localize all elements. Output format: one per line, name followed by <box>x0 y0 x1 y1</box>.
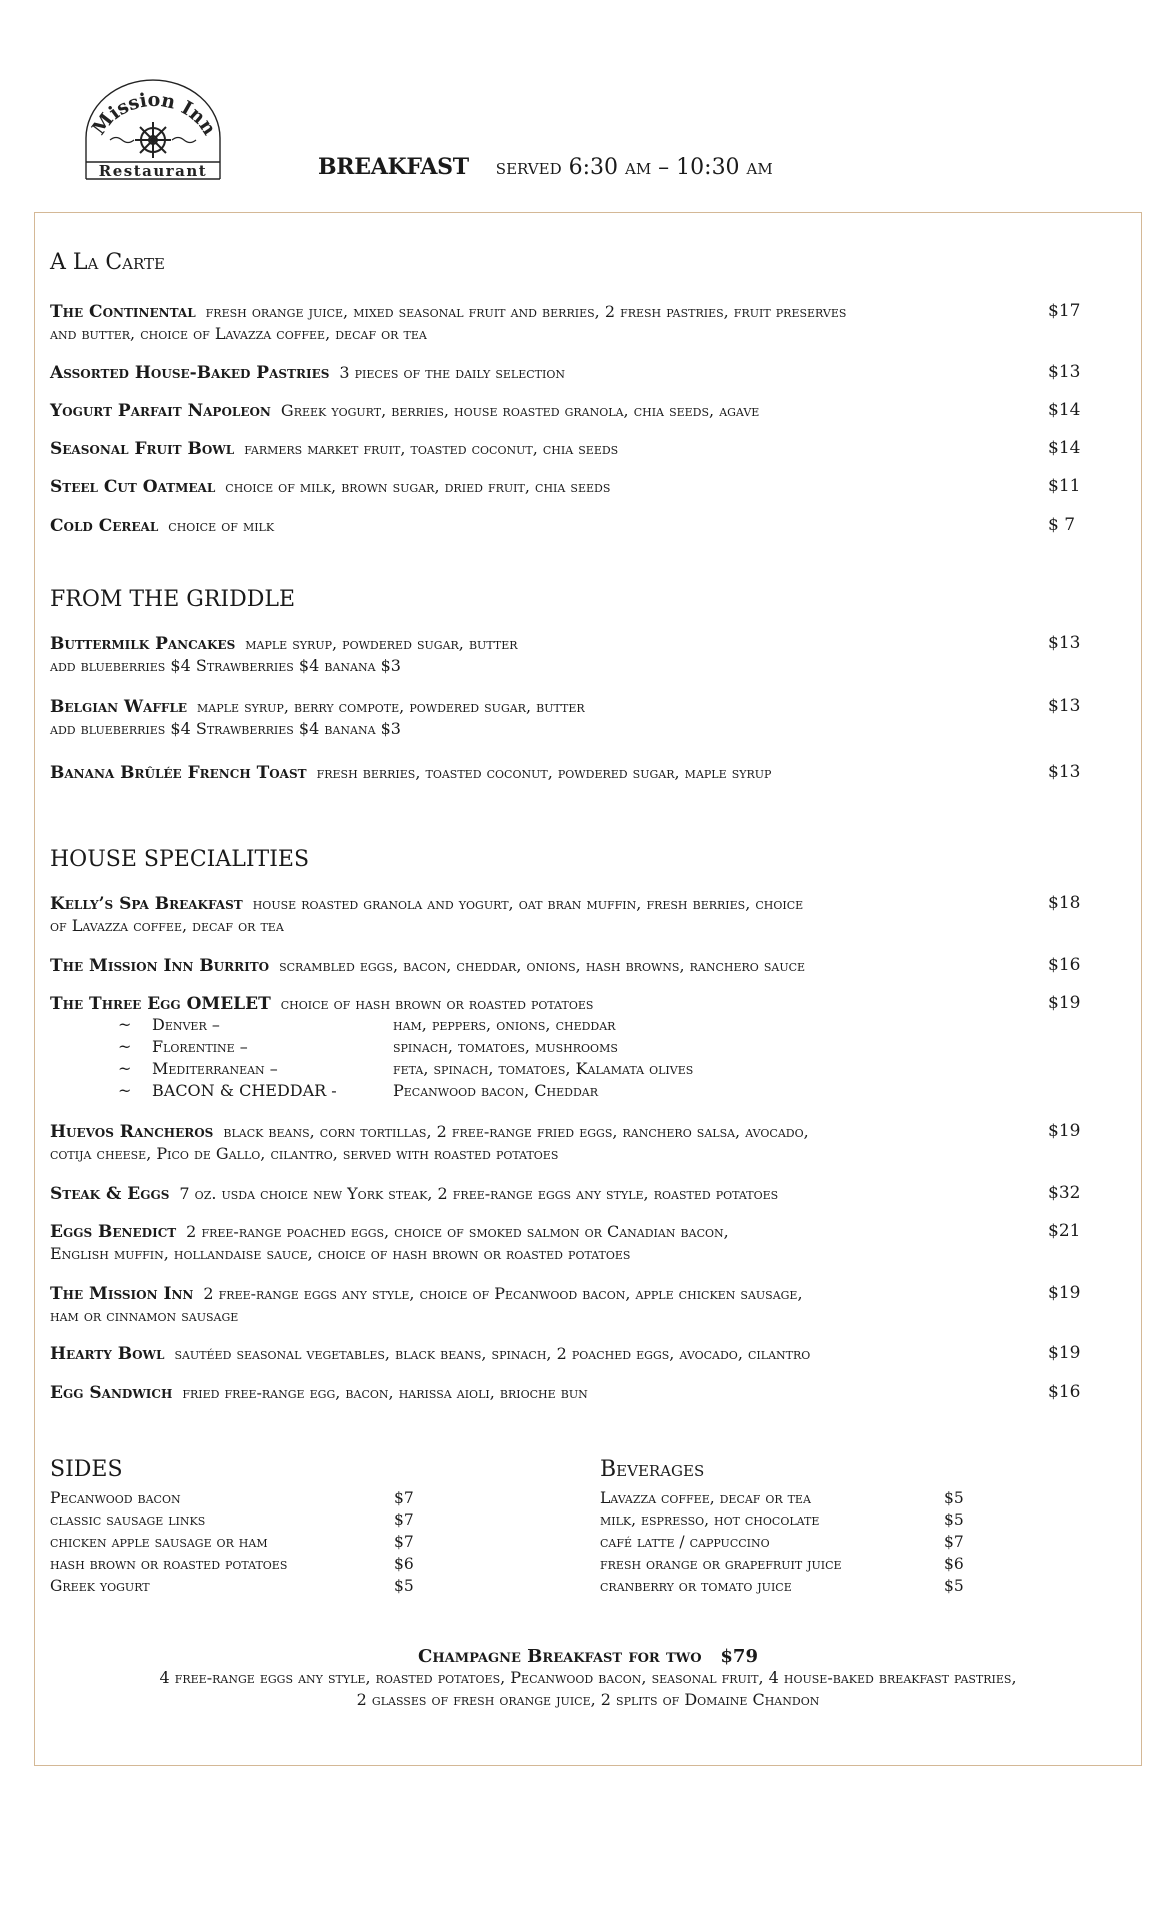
champagne-title-line <box>34 1646 1142 1667</box>
omelet-filling: spinach, tomatoes, mushrooms <box>393 1037 618 1056</box>
price: $18 <box>1048 893 1081 913</box>
omelet-name: Mediterranean – <box>152 1059 278 1078</box>
price: $13 <box>1048 696 1081 716</box>
side-item: Greek yogurt <box>50 1577 150 1595</box>
omelet-name: Florentine – <box>152 1037 248 1056</box>
menu-item-mission-inn: The Mission Inn 2 free-range eggs any style, choice of Pecanwood bacon, apple chicken sausage, ham or cinnamon sausage <box>50 1284 803 1325</box>
menu-title: BREAKFAST <box>318 154 469 180</box>
price: $17 <box>1048 301 1081 321</box>
menu-item-pancakes: Buttermilk Pancakes maple syrup, powdered sugar, butter add blueberries $4 Strawberries $4 banana $3 <box>50 634 518 675</box>
side-price: $7 <box>394 1489 414 1507</box>
beverage-item: Lavazza coffee, decaf or tea <box>600 1489 811 1507</box>
side-item: classic sausage links <box>50 1511 206 1529</box>
price: $ 7 <box>1048 515 1076 535</box>
price: $16 <box>1048 955 1081 975</box>
omelet-name: Denver – <box>152 1015 220 1034</box>
served-hours: served 6:30 am – 10:30 am <box>495 155 773 180</box>
omelet-bullet: ~ <box>118 1037 132 1056</box>
menu-item-oatmeal: Steel Cut Oatmeal choice of milk, brown sugar, dried fruit, chia seeds <box>50 477 611 497</box>
price: $19 <box>1048 993 1081 1013</box>
price: $13 <box>1048 633 1081 653</box>
champagne-desc-2: 2 glasses of fresh orange juice, 2 splits of Domaine Chandon <box>356 1690 820 1709</box>
champagne-title: Champagne Breakfast for two <box>418 1646 702 1667</box>
griddle-heading: FROM THE GRIDDLE <box>50 587 296 612</box>
beverage-price: $5 <box>944 1489 964 1507</box>
menu-item-omelet: The Three Egg OMELET choice of hash brown or roasted potatoes <box>50 994 594 1014</box>
menu-item-pastries: Assorted House-Baked Pastries 3 pieces of the daily selection <box>50 363 565 383</box>
price: $14 <box>1048 400 1081 420</box>
a-la-carte-heading: A La Carte <box>50 250 165 275</box>
menu-item-steak-eggs: Steak & Eggs 7 oz. usda choice new York steak, 2 free-range eggs any style, roasted potatoes <box>50 1184 779 1204</box>
svg-text:Mission Inn: Mission Inn <box>87 88 221 140</box>
side-price: $6 <box>394 1555 414 1573</box>
beverage-item: fresh orange or grapefruit juice <box>600 1555 842 1573</box>
omelet-bullet: ~ <box>118 1015 132 1034</box>
beverage-price: $7 <box>944 1533 964 1551</box>
price: $11 <box>1048 476 1081 496</box>
price: $19 <box>1048 1343 1081 1363</box>
menu-header <box>318 154 773 180</box>
price: $16 <box>1048 1382 1081 1402</box>
omelet-bullet: ~ <box>118 1081 132 1100</box>
menu-item-fruit-bowl: Seasonal Fruit Bowl farmers market fruit, toasted coconut, chia seeds <box>50 439 619 459</box>
menu-item-burrito: The Mission Inn Burrito scrambled eggs, bacon, cheddar, onions, hash browns, ranchero sauce <box>50 956 806 976</box>
champagne-breakfast <box>34 1646 1142 1711</box>
side-item: Pecanwood bacon <box>50 1489 181 1507</box>
ship-wheel-icon <box>80 78 226 182</box>
side-price: $7 <box>394 1533 414 1551</box>
omelet-name: BACON & CHEDDAR - <box>152 1081 337 1100</box>
beverage-price: $5 <box>944 1577 964 1595</box>
omelet-filling: feta, spinach, tomatoes, Kalamata olives <box>393 1059 694 1078</box>
menu-item-huevos-rancheros: Huevos Rancheros black beans, corn tortillas, 2 free-range fried eggs, ranchero salsa, avocado, cotija cheese, Pico de Gallo, cilantro, served with roasted potatoes <box>50 1122 809 1163</box>
side-price: $7 <box>394 1511 414 1529</box>
champagne-desc-1: 4 free-range eggs any style, roasted potatoes, Pecanwood bacon, seasonal fruit, 4 house-baked breakfast pastries, <box>159 1668 1017 1687</box>
menu-item-continental: The Continental fresh orange juice, mixed seasonal fruit and berries, 2 fresh pastries, fruit preserves and butter, choice of Lavazza coffee, decaf or tea <box>50 302 847 343</box>
menu-item-egg-sandwich: Egg Sandwich fried free-range egg, bacon, harissa aioli, brioche bun <box>50 1383 588 1403</box>
side-price: $5 <box>394 1577 414 1595</box>
omelet-filling: ham, peppers, onions, cheddar <box>393 1015 616 1034</box>
price: $19 <box>1048 1121 1081 1141</box>
menu-item-french-toast: Banana Brûlée French Toast fresh berries, toasted coconut, powdered sugar, maple syrup <box>50 763 772 783</box>
menu-item-hearty-bowl: Hearty Bowl sautéed seasonal vegetables, black beans, spinach, 2 poached eggs, avocado, cilantro <box>50 1344 811 1364</box>
price: $13 <box>1048 362 1081 382</box>
omelet-filling: Pecanwood bacon, Cheddar <box>393 1081 599 1100</box>
menu-item-spa-breakfast: Kelly’s Spa Breakfast house roasted granola and yogurt, oat bran muffin, fresh berries, choice of Lavazza coffee, decaf or tea <box>50 894 804 935</box>
price: $19 <box>1048 1283 1081 1303</box>
side-item: chicken apple sausage or ham <box>50 1533 268 1551</box>
beverage-item: cranberry or tomato juice <box>600 1577 792 1595</box>
beverage-item: milk, espresso, hot chocolate <box>600 1511 820 1529</box>
price: $21 <box>1048 1221 1081 1241</box>
price: $14 <box>1048 438 1081 458</box>
menu-item-eggs-benedict: Eggs Benedict 2 free-range poached eggs, choice of smoked salmon or Canadian bacon, English muffin, hollandaise sauce, choice of hash brown or roasted potatoes <box>50 1222 729 1263</box>
price: $13 <box>1048 762 1081 782</box>
svg-text:Restaurant: Restaurant <box>98 162 208 180</box>
sides-heading: SIDES <box>50 1457 123 1482</box>
beverage-price: $5 <box>944 1511 964 1529</box>
side-item: hash brown or roasted potatoes <box>50 1555 288 1573</box>
price: $32 <box>1048 1183 1081 1203</box>
beverages-heading: Beverages <box>600 1457 705 1482</box>
menu-item-parfait: Yogurt Parfait Napoleon Greek yogurt, berries, house roasted granola, chia seeds, agave <box>50 401 760 421</box>
menu-item-cereal: Cold Cereal choice of milk <box>50 516 275 536</box>
omelet-bullet: ~ <box>118 1059 132 1078</box>
mission-inn-logo <box>80 78 226 182</box>
champagne-price: $79 <box>720 1646 758 1667</box>
beverage-price: $6 <box>944 1555 964 1573</box>
beverage-item: café latte / cappuccino <box>600 1533 770 1551</box>
menu-item-waffle: Belgian Waffle maple syrup, berry compote, powdered sugar, butter add blueberries $4 Strawberries $4 banana $3 <box>50 697 585 738</box>
specialities-heading: HOUSE SPECIALITIES <box>50 847 310 872</box>
